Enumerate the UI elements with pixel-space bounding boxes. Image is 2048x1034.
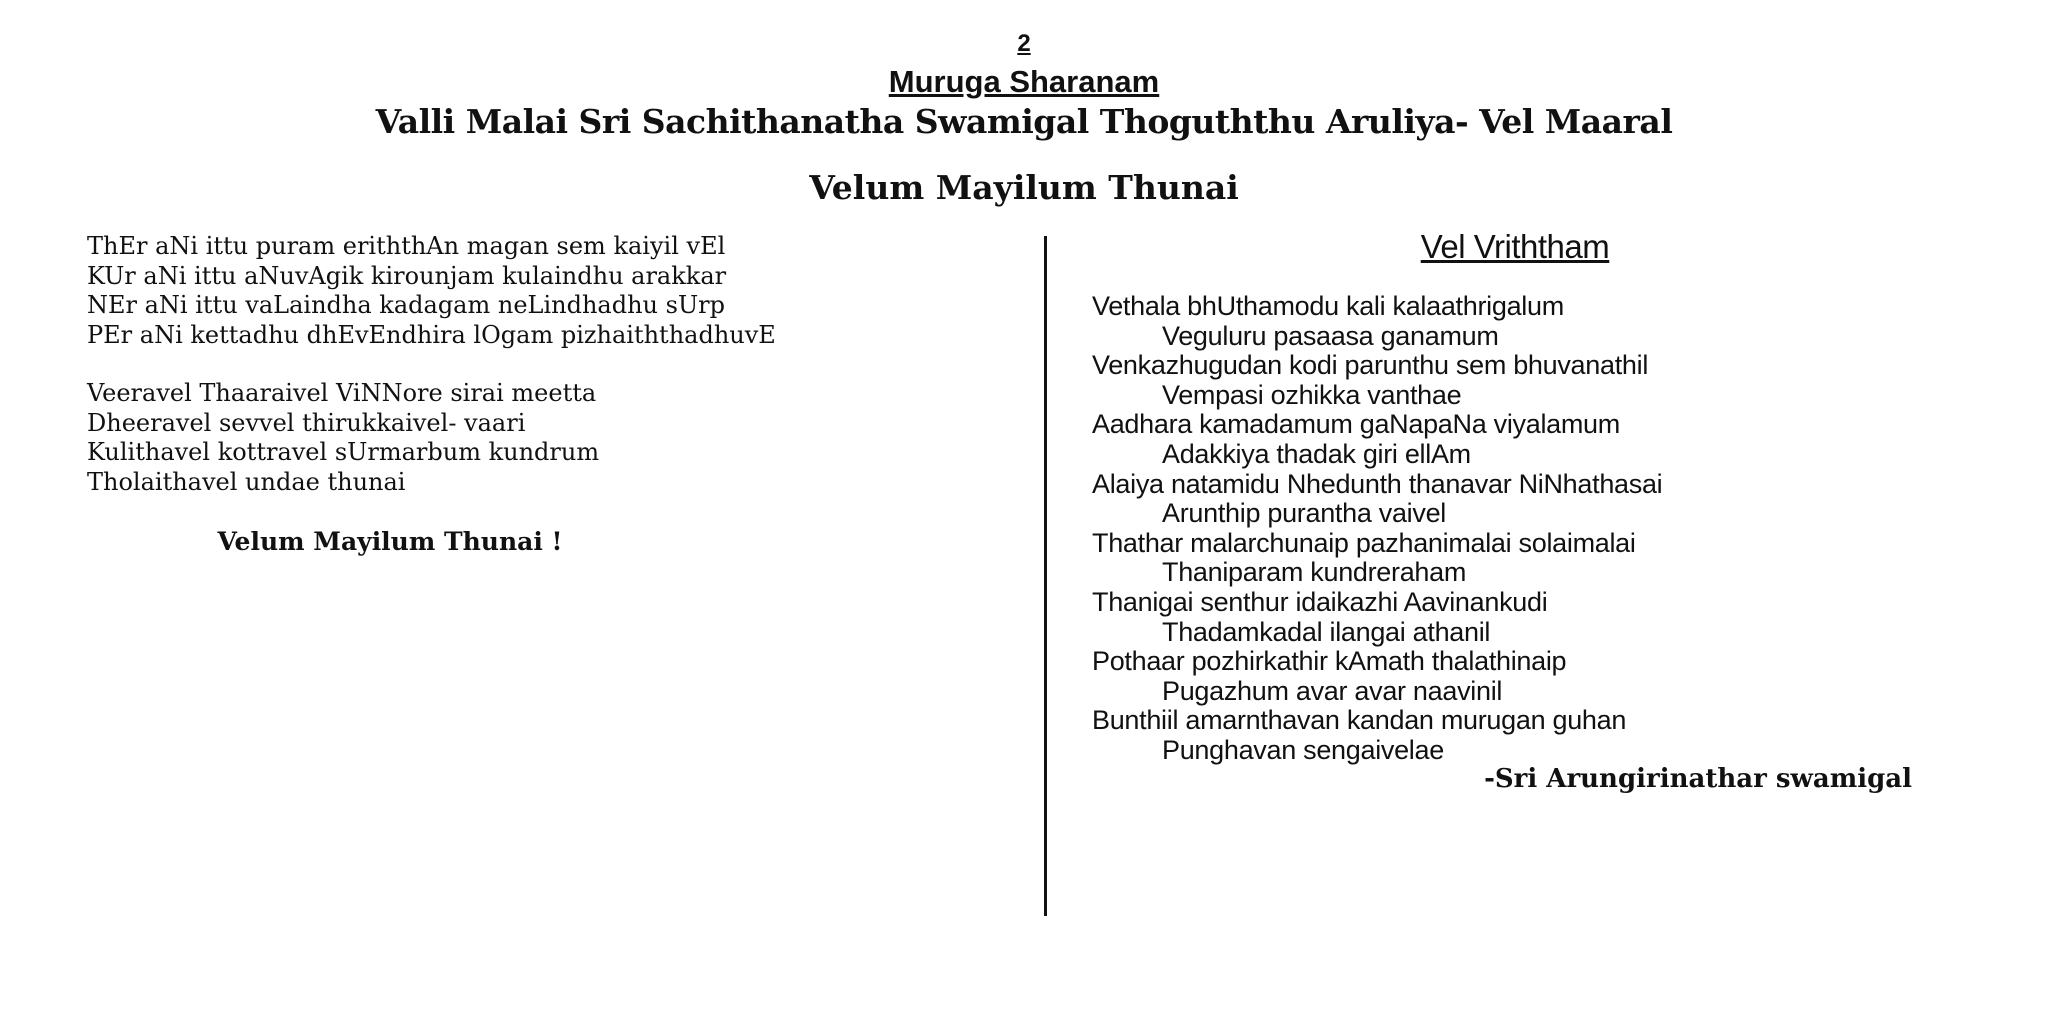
verse-line-indented: Pugazhum avar avar naavinil <box>1162 675 1503 706</box>
verse-line: Thanigai senthur idaikazhi Aavinankudi <box>1092 586 1548 617</box>
verse-line-indented: Vempasi ozhikka vanthae <box>1162 379 1462 410</box>
page-number: 2 <box>1017 30 1031 57</box>
verse-line: Alaiya natamidu Nhedunth thanavar NiNhathasai <box>1092 468 1663 499</box>
verse-line: Bunthiil amarnthavan kandan murugan guhan <box>1092 705 1627 736</box>
verse-line: Aadhara kamadamum gaNapaNa viyalamum <box>1092 409 1620 440</box>
right-section-title: Vel Vriththam <box>1420 228 1610 265</box>
verse-line: ThEr aNi ittu puram eriththAn magan sem kaiyil vEl <box>87 232 726 260</box>
right-verse-column <box>1092 292 1992 766</box>
verse-line: Pothaar pozhirkathir kAmath thalathinaip <box>1092 646 1567 677</box>
left-closing-line: Velum Mayilum Thunai ! <box>217 527 563 556</box>
stanza-spacer <box>87 350 1027 379</box>
verse-line-indented: Veguluru pasaasa ganamum <box>1162 320 1499 351</box>
verse-line: NEr aNi ittu vaLaindha kadagam neLindhadhu sUrp <box>87 291 726 319</box>
verse-line-indented: Adakkiya thadak giri ellAm <box>1162 438 1471 469</box>
verse-line: Dheeravel sevvel thirukkaivel- vaari <box>87 408 526 437</box>
verse-line: PEr aNi kettadhu dhEvEndhira lOgam pizhaiththadhuvE <box>87 320 776 349</box>
left-verse-column <box>87 232 1027 497</box>
page-title: Valli Malai Sri Sachithanatha Swamigal Thoguththu Aruliya- Vel Maaral <box>375 102 1673 141</box>
invocation-heading: Velum Mayilum Thunai <box>809 168 1239 207</box>
verse-line-indented: Arunthip purantha vaivel <box>1162 498 1446 529</box>
verse-line-indented: Thadamkadal ilangai athanil <box>1162 616 1491 647</box>
verse-line: Venkazhugudan kodi parunthu sem bhuvanathil <box>1092 350 1649 381</box>
verse-line: Vethala bhUthamodu kali kalaathrigalum <box>1092 291 1564 321</box>
author-attribution: -Sri Arungirinathar swamigal <box>1484 764 1912 794</box>
verse-line: Kulithavel kottravel sUrmarbum kundrum <box>87 438 600 466</box>
verse-line: Thathar malarchunaip pazhanimalai solaimalai <box>1092 527 1636 558</box>
verse-line: KUr aNi ittu aNuvAgik kirounjam kulaindhu arakkar <box>87 261 727 290</box>
page-subtitle: Muruga Sharanam <box>888 64 1160 99</box>
column-divider <box>1044 236 1047 916</box>
verse-line: Tholaithavel undae thunai <box>87 467 406 496</box>
verse-line-indented: Punghavan sengaivelae <box>1162 734 1444 765</box>
verse-line: Veeravel Thaaraivel ViNNore sirai meetta <box>87 379 597 407</box>
verse-line-indented: Thaniparam kundreraham <box>1162 557 1467 588</box>
